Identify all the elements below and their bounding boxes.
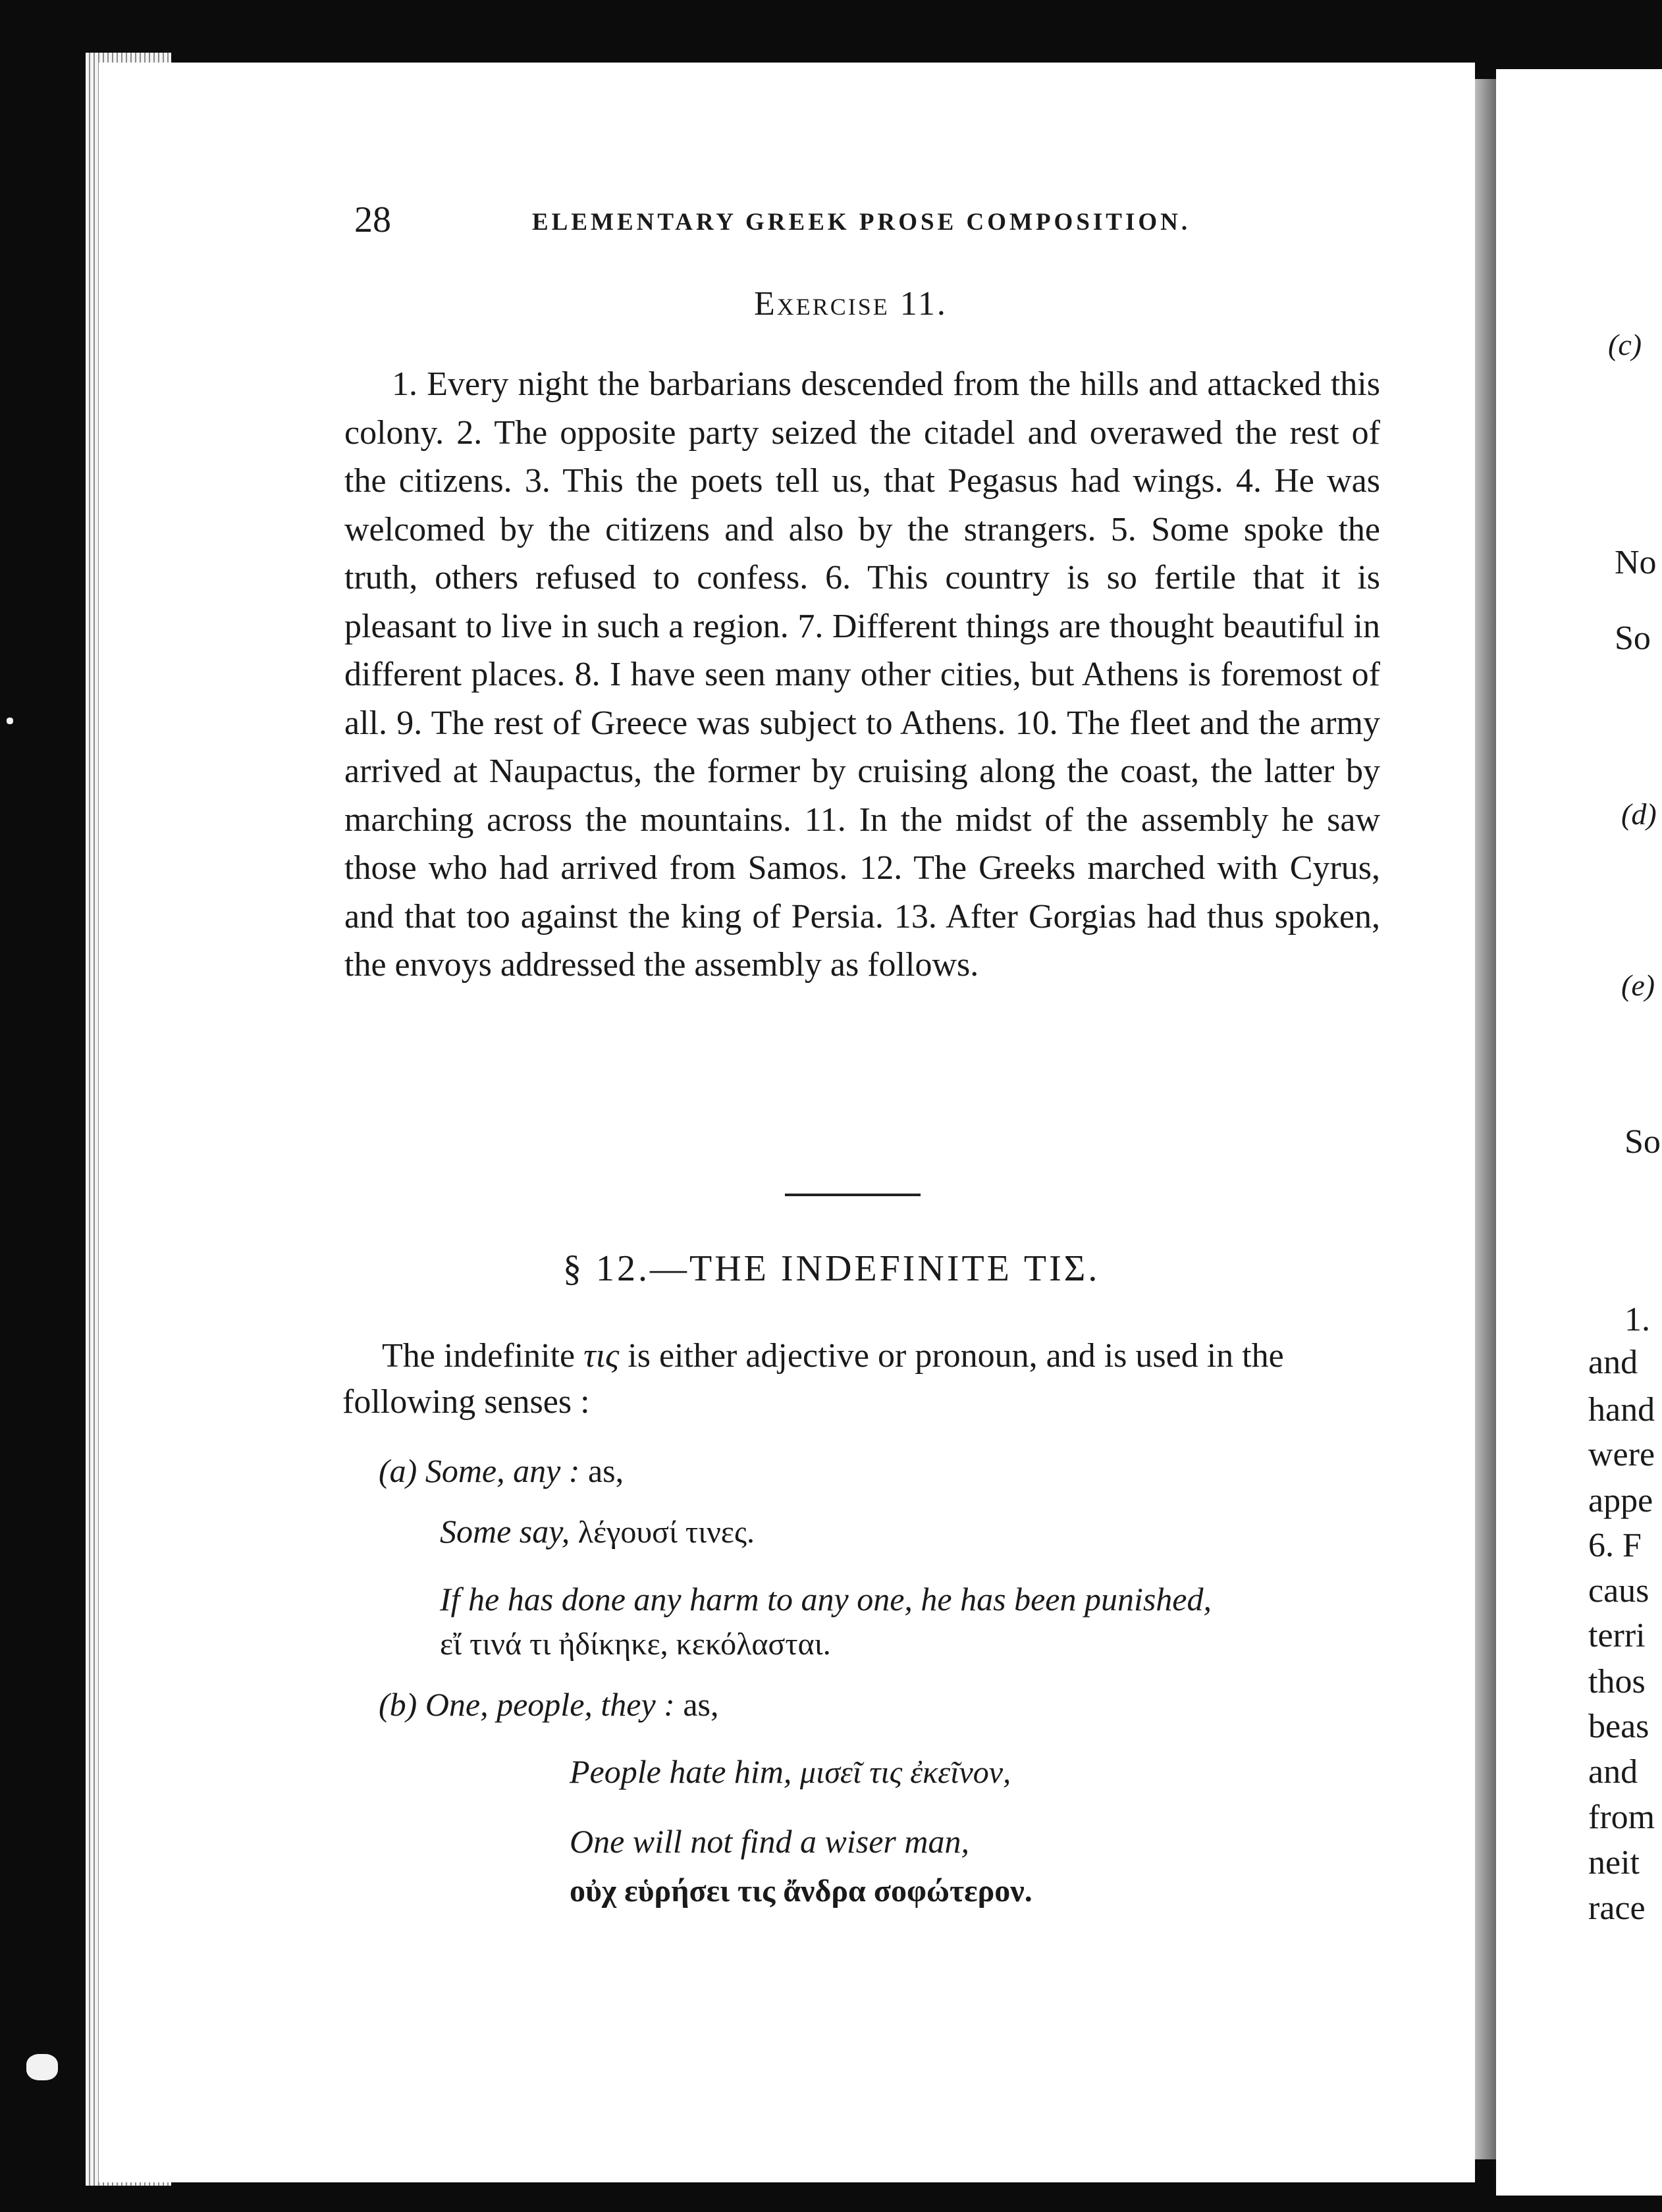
- scan-speck: [7, 718, 13, 724]
- right-page-fragment: were: [1588, 1436, 1655, 1473]
- right-page-fragment: No: [1615, 544, 1657, 581]
- sense-b-term: One, people, they :: [425, 1686, 675, 1723]
- sense-a: [379, 1452, 624, 1490]
- exercise-title: Exercise 11.: [754, 285, 948, 323]
- right-page-fragment: 1.: [1624, 1301, 1650, 1338]
- right-page-fragment: neit: [1588, 1844, 1640, 1882]
- example-english: Some say,: [440, 1513, 570, 1550]
- scan-speck: [26, 2054, 58, 2080]
- right-page-fragment: hand: [1588, 1391, 1655, 1429]
- sense-b-example-2-greek: οὐχ εὑρήσει τις ἄνδρα σοφώτερον.: [570, 1874, 1032, 1909]
- right-page-fragment: terri: [1588, 1617, 1646, 1654]
- example-greek: λέγουσί τινες.: [577, 1515, 755, 1550]
- right-page-fragment: beas: [1588, 1708, 1649, 1745]
- sense-a-label: (a): [379, 1452, 417, 1489]
- right-page-fragment: (d): [1621, 797, 1657, 831]
- section-title: § 12.—THE INDEFINITE ΤΙΣ.: [563, 1248, 1100, 1289]
- book-gutter: [1475, 79, 1496, 2159]
- intro-text: The indefinite: [382, 1337, 584, 1375]
- right-page-fragment: and: [1588, 1344, 1638, 1381]
- sense-a-term: Some, any :: [425, 1452, 580, 1489]
- section-divider: [785, 1194, 921, 1196]
- sense-a-example-2-english: If he has done any harm to any one, he has been punished,: [440, 1581, 1212, 1618]
- example-greek: μισεῖ τις ἐκεῖνον,: [799, 1755, 1011, 1790]
- section-intro: [342, 1333, 1370, 1425]
- right-page-fragment: 6. F: [1588, 1527, 1642, 1564]
- greek-tis: τις: [583, 1337, 620, 1375]
- example-english: People hate him,: [570, 1753, 792, 1790]
- sense-b-example-2-english: One will not find a wiser man,: [570, 1823, 969, 1860]
- running-title: ELEMENTARY GREEK PROSE COMPOSITION.: [532, 209, 1191, 236]
- sense-a-example-2-greek: εἴ τινά τι ἠδίκηκε, κεκόλασται.: [440, 1627, 831, 1662]
- right-page-fragment: appe: [1588, 1482, 1653, 1519]
- right-page-fragment: race: [1588, 1889, 1646, 1927]
- right-page-fragment: from: [1588, 1799, 1655, 1836]
- page-number: 28: [354, 199, 391, 240]
- right-page-fragment: and: [1588, 1753, 1638, 1791]
- sense-b-example-1: [570, 1752, 1011, 1791]
- sense-b: [379, 1685, 718, 1724]
- sense-a-as: as,: [579, 1452, 624, 1489]
- right-page-fragment: So: [1624, 1123, 1661, 1161]
- intro-text: is either adjective or pronoun, and is used in the following senses :: [342, 1337, 1284, 1421]
- right-page-fragment: caus: [1588, 1572, 1649, 1610]
- exercise-body: 1. Every night the barbarians descended from the hills and attacked this colony. 2. The opposite party seized the citadel and overawed the rest of the citizens. 3. This the poets tell us, that Pegasus had wings. 4. He was welcomed by the citizens and also by the strangers. 5. Some spoke the truth, others refused to confess. 6. This country is so fertile that it is pleasant to live in such a region. 7. Different things are thought beautiful in different places. 8. I have seen many other cities, but Athens is foremost of all. 9. The rest of Greece was subject to Athens. 10. The fleet and the army arrived at Naupactus, the former by cruising along the coast, the latter by marching across the mountains. 11. In the midst of the assembly he saw those who had arrived from Samos. 12. The Greeks marched with Cyrus, and that too against the king of Persia. 13. After Gorgias had thus spoken, the envoys addressed the assembly as follows.: [344, 365, 1380, 984]
- right-page-fragment: (c): [1608, 328, 1642, 361]
- sense-a-example-1: [440, 1512, 755, 1550]
- right-page-fragment: So: [1615, 619, 1651, 657]
- right-page-fragment: thos: [1588, 1663, 1646, 1700]
- right-page-fragment: (e): [1621, 968, 1655, 1002]
- running-head: [354, 199, 1204, 251]
- right-page: [1496, 69, 1662, 2196]
- sense-b-as: as,: [674, 1686, 719, 1723]
- sense-b-label: (b): [379, 1686, 417, 1723]
